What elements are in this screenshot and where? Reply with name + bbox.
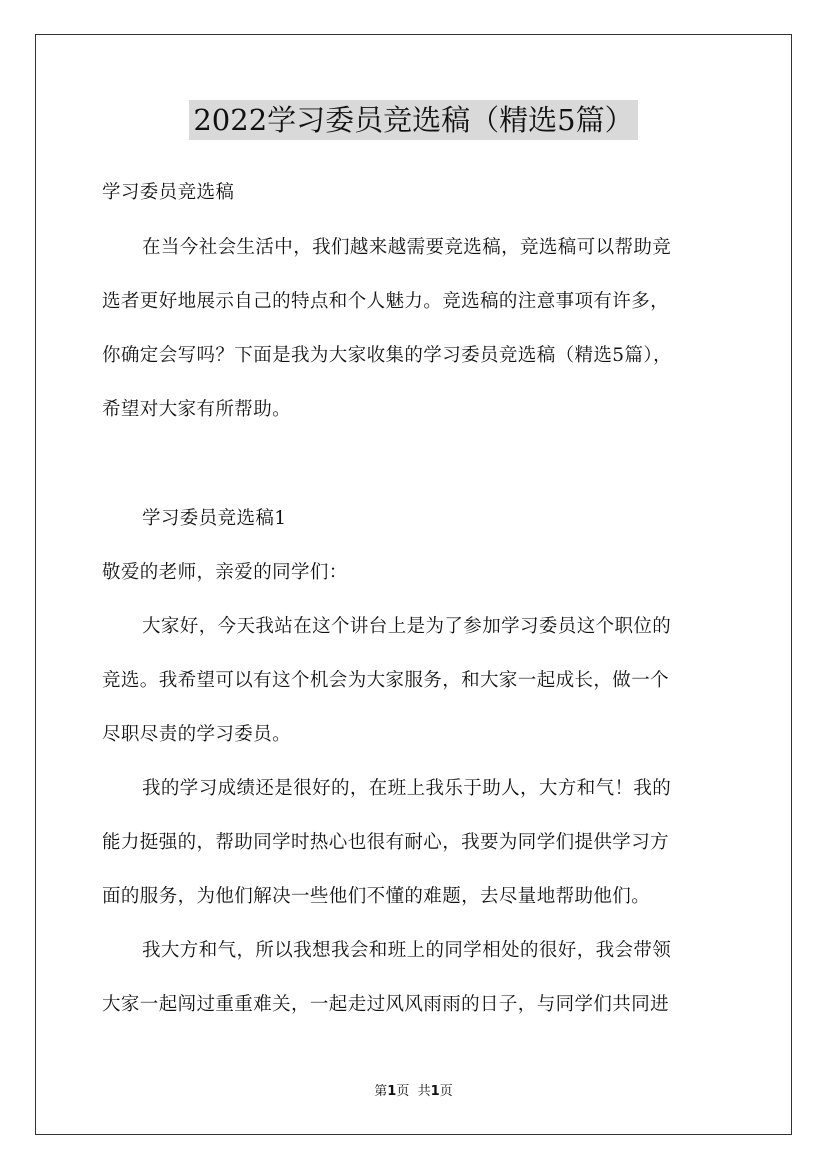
paragraph-line: 竞选。我希望可以有这个机会为大家服务，和大家一起成长，做一个 — [102, 670, 670, 691]
essay-heading: 学习委员竞选稿1 — [142, 508, 287, 529]
salutation: 敬爱的老师，亲爱的同学们： — [102, 562, 348, 583]
paragraph-line: 在当今社会生活中，我们越来越需要竞选稿，竞选稿可以帮助竞 — [142, 237, 672, 258]
paragraph-line: 选者更好地展示自己的特点和个人魅力。竞选稿的注意事项有许多， — [102, 291, 670, 312]
page-number: 1 — [387, 1084, 397, 1099]
page-footer — [0, 1084, 827, 1100]
paragraph-line: 希望对大家有所帮助。 — [102, 399, 292, 420]
total-suffix: 页 — [439, 1084, 453, 1099]
page-prefix: 第 — [374, 1084, 388, 1099]
document-title: 2022学习委员竞选稿（精选5篇） — [189, 100, 637, 140]
title-container — [0, 100, 827, 140]
paragraph-line: 尽职尽责的学习委员。 — [102, 724, 292, 745]
total-prefix: 共 — [417, 1084, 431, 1099]
paragraph-line: 大家一起闯过重重难关，一起走过风风雨雨的日子，与同学们共同进 — [102, 994, 670, 1015]
paragraph-line: 我的学习成绩还是很好的，在班上我乐于助人，大方和气！我的 — [142, 778, 672, 799]
page-suffix: 页 — [396, 1084, 410, 1099]
paragraph-line: 能力挺强的，帮助同学时热心也很有耐心，我要为同学们提供学习方 — [102, 832, 670, 853]
paragraph-line: 我大方和气，所以我想我会和班上的同学相处的很好，我会带领 — [142, 940, 672, 961]
paragraph-line: 面的服务，为他们解决一些他们不懂的难题，去尽量地帮助他们。 — [102, 886, 651, 907]
paragraph-line: 你确定会写吗？下面是我为大家收集的学习委员竞选稿（精选5篇）， — [102, 345, 672, 366]
paragraph-line: 大家好，今天我站在这个讲台上是为了参加学习委员这个职位的 — [142, 616, 672, 637]
section-heading: 学习委员竞选稿 — [102, 182, 235, 203]
total-pages: 1 — [430, 1084, 440, 1099]
